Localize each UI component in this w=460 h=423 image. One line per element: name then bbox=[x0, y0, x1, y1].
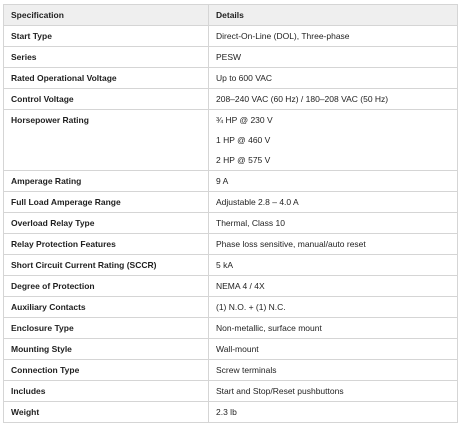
spec-detail-line: 1 HP @ 460 V bbox=[216, 135, 271, 145]
table-row bbox=[4, 276, 458, 297]
table-row bbox=[4, 68, 458, 89]
table-row bbox=[4, 89, 458, 110]
header-row bbox=[4, 5, 458, 26]
table-row bbox=[4, 234, 458, 255]
spec-detail-line: Screw terminals bbox=[216, 365, 277, 375]
spec-detail-line: PESW bbox=[216, 52, 242, 62]
spec-detail-line: 2 HP @ 575 V bbox=[216, 155, 271, 165]
spec-details-cell bbox=[209, 89, 458, 110]
spec-detail-line: Start and Stop/Reset pushbuttons bbox=[216, 386, 344, 396]
spec-table-container bbox=[3, 4, 457, 423]
spec-details-cell bbox=[209, 318, 458, 339]
spec-details-cell bbox=[209, 276, 458, 297]
spec-detail-line: Wall-mount bbox=[216, 344, 259, 354]
table-row bbox=[4, 26, 458, 47]
spec-details-cell bbox=[209, 68, 458, 89]
spec-details-cell bbox=[209, 26, 458, 47]
spec-name-cell: Relay Protection Features bbox=[4, 234, 209, 255]
spec-name-cell: Mounting Style bbox=[4, 339, 209, 360]
spec-detail-line: ¾ HP @ 230 V bbox=[216, 115, 273, 125]
table-row bbox=[4, 110, 458, 171]
spec-name-cell: Full Load Amperage Range bbox=[4, 192, 209, 213]
spec-name-cell: Degree of Protection bbox=[4, 276, 209, 297]
spec-details-cell bbox=[209, 402, 458, 423]
spec-name-cell: Auxiliary Contacts bbox=[4, 297, 209, 318]
spec-detail-line: Thermal, Class 10 bbox=[216, 218, 285, 228]
table-row bbox=[4, 360, 458, 381]
spec-details-cell bbox=[209, 47, 458, 68]
table-row bbox=[4, 213, 458, 234]
spec-table-body bbox=[4, 26, 458, 423]
spec-detail-line: Non-metallic, surface mount bbox=[216, 323, 322, 333]
table-row bbox=[4, 47, 458, 68]
spec-table-header bbox=[4, 5, 458, 26]
spec-detail-line: 2.3 lb bbox=[216, 407, 237, 417]
spec-table bbox=[3, 4, 458, 423]
spec-name-cell: Weight bbox=[4, 402, 209, 423]
spec-name-cell: Series bbox=[4, 47, 209, 68]
spec-name-cell: Control Voltage bbox=[4, 89, 209, 110]
spec-detail-line: Adjustable 2.8 – 4.0 A bbox=[216, 197, 299, 207]
spec-detail-line: Up to 600 VAC bbox=[216, 73, 273, 83]
spec-details-cell bbox=[209, 360, 458, 381]
spec-name-cell: Amperage Rating bbox=[4, 171, 209, 192]
spec-name-cell: Rated Operational Voltage bbox=[4, 68, 209, 89]
spec-detail-line: NEMA 4 / 4X bbox=[216, 281, 265, 291]
spec-details-cell bbox=[209, 297, 458, 318]
spec-detail-line: 9 A bbox=[216, 176, 229, 186]
spec-detail-line: Direct-On-Line (DOL), Three-phase bbox=[216, 31, 350, 41]
header-specification: Specification bbox=[4, 5, 209, 26]
table-row bbox=[4, 318, 458, 339]
spec-detail-line: Phase loss sensitive, manual/auto reset bbox=[216, 239, 366, 249]
spec-name-cell: Start Type bbox=[4, 26, 209, 47]
table-row bbox=[4, 297, 458, 318]
table-row bbox=[4, 255, 458, 276]
spec-details-cell bbox=[209, 213, 458, 234]
spec-name-cell: Includes bbox=[4, 381, 209, 402]
table-row bbox=[4, 339, 458, 360]
spec-details-cell bbox=[209, 339, 458, 360]
spec-name-cell: Overload Relay Type bbox=[4, 213, 209, 234]
table-row bbox=[4, 192, 458, 213]
spec-detail-line: (1) N.O. + (1) N.C. bbox=[216, 302, 286, 312]
spec-name-cell: Short Circuit Current Rating (SCCR) bbox=[4, 255, 209, 276]
table-row bbox=[4, 381, 458, 402]
spec-name-cell: Enclosure Type bbox=[4, 318, 209, 339]
spec-details-cell bbox=[209, 381, 458, 402]
header-details: Details bbox=[209, 5, 458, 26]
spec-detail-line: 208–240 VAC (60 Hz) / 180–208 VAC (50 Hz) bbox=[216, 94, 389, 104]
spec-name-cell: Horsepower Rating bbox=[4, 110, 209, 171]
table-row bbox=[4, 402, 458, 423]
spec-name-cell: Connection Type bbox=[4, 360, 209, 381]
spec-details-cell bbox=[209, 110, 458, 171]
spec-details-cell bbox=[209, 171, 458, 192]
spec-details-cell bbox=[209, 234, 458, 255]
spec-detail-line: 5 kA bbox=[216, 260, 234, 270]
spec-details-cell bbox=[209, 192, 458, 213]
spec-details-cell bbox=[209, 255, 458, 276]
table-row bbox=[4, 171, 458, 192]
